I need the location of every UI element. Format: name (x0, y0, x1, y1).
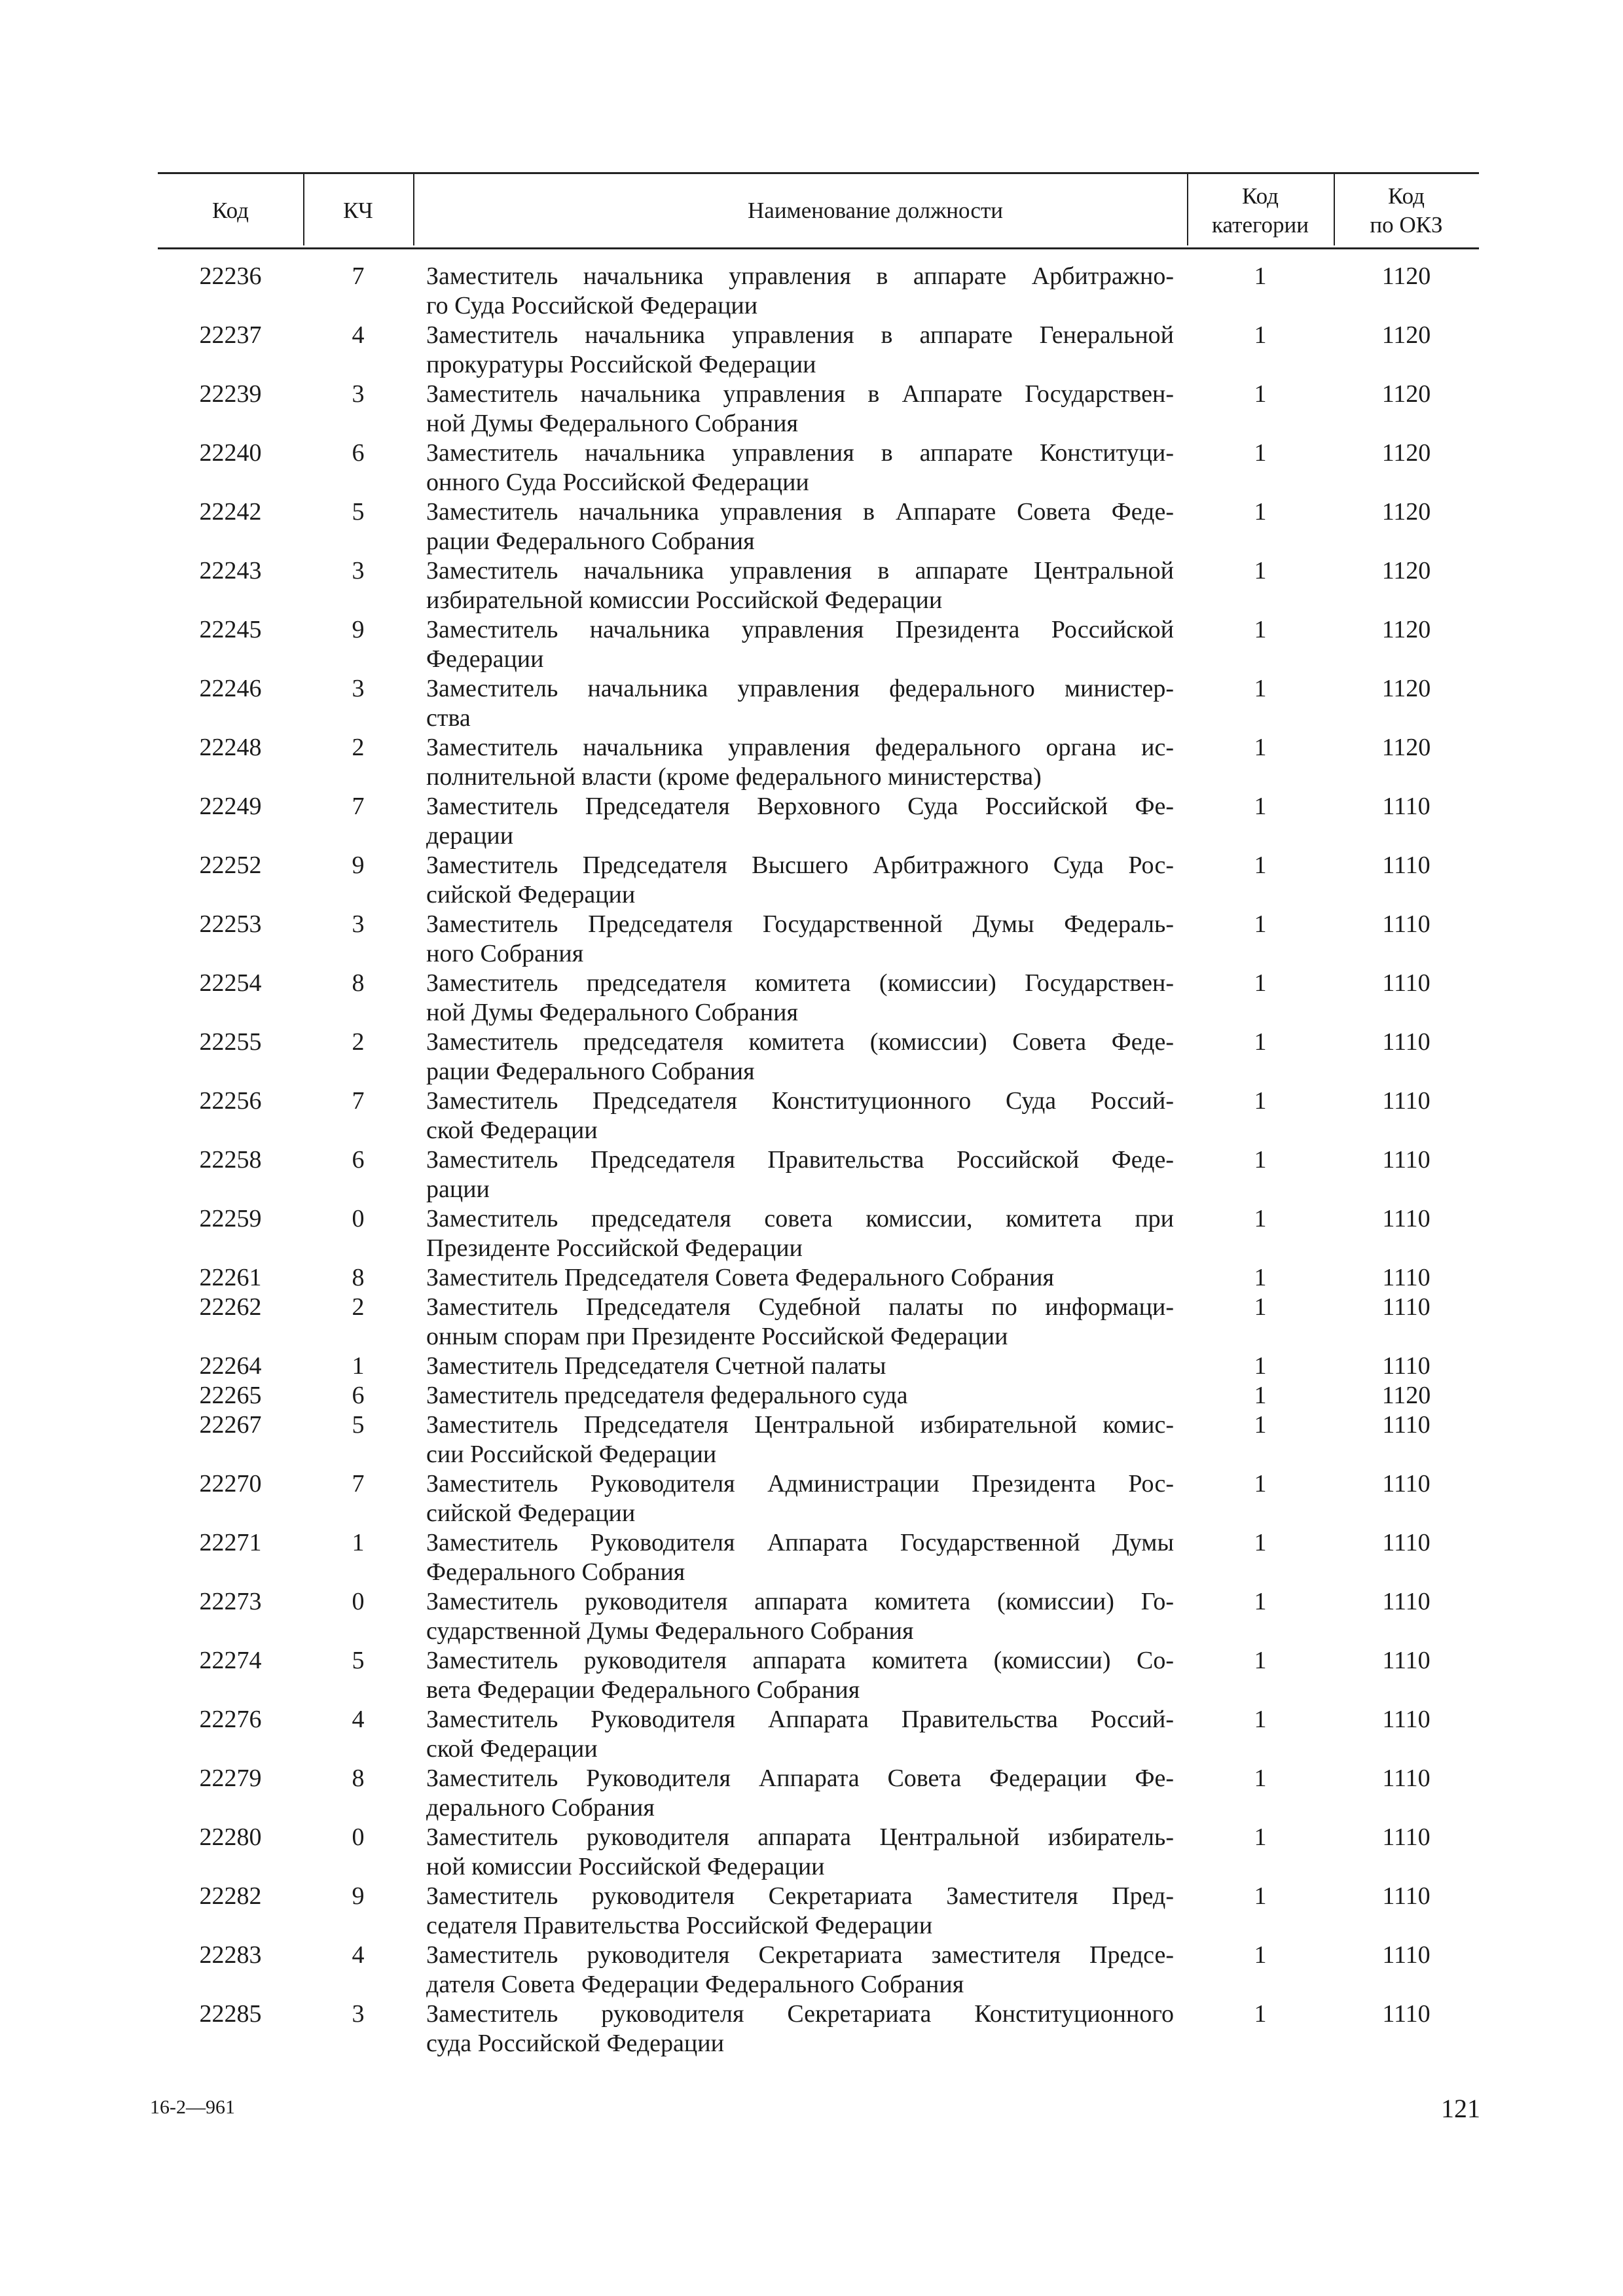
cell-okz: 1110 (1382, 1205, 1431, 1232)
cell-code: 22270 (199, 1470, 262, 1498)
cell-category: 1 (1254, 439, 1267, 467)
cell-name (426, 321, 1174, 380)
name-line: вета Федерации Федерального Собрания (426, 1676, 860, 1704)
cell-category: 1 (1254, 262, 1267, 290)
name-line: Заместитель начальника управления в Аппарате Совета Феде- (426, 498, 1174, 526)
cell-code: 22276 (199, 1706, 262, 1733)
name-line: Заместитель Председателя Счетной палаты (426, 1352, 886, 1380)
name-line: полнительной власти (кроме федерального министерства) (426, 763, 1042, 791)
cell-kch: 9 (352, 1882, 365, 1910)
cell-name (426, 910, 1174, 969)
name-line: Заместитель Председателя Центральной избирательной комис- (426, 1411, 1174, 1439)
name-line: сии Российской Федерации (426, 1441, 717, 1468)
cell-kch: 5 (352, 1411, 365, 1439)
cell-kch: 6 (352, 1146, 365, 1174)
cell-kch: 2 (352, 734, 365, 761)
cell-name (426, 1823, 1174, 1882)
name-line: Заместитель руководителя Секретариата Конституционного (426, 2000, 1174, 2028)
cell-category: 1 (1254, 793, 1267, 820)
cell-kch: 8 (352, 1765, 365, 1792)
cell-name (426, 1410, 1174, 1469)
cell-category: 1 (1254, 1205, 1267, 1232)
cell-code: 22245 (199, 616, 262, 643)
cell-okz: 1120 (1381, 439, 1431, 467)
cell-category: 1 (1254, 498, 1267, 526)
cell-code: 22282 (199, 1882, 262, 1910)
cell-name (426, 497, 1174, 556)
name-line: сийской Федерации (426, 1499, 636, 1527)
cell-name (426, 733, 1174, 792)
name-line: дателя Совета Федерации Федерального Собрания (426, 1971, 964, 1998)
cell-kch: 6 (352, 1382, 365, 1409)
cell-category: 1 (1254, 734, 1267, 761)
cell-code: 22239 (199, 380, 262, 408)
cell-code: 22280 (199, 1823, 262, 1851)
cell-category: 1 (1254, 1264, 1267, 1291)
cell-code: 22274 (199, 1647, 262, 1674)
cell-name (426, 1204, 1174, 1263)
cell-name (426, 851, 1174, 910)
cell-kch: 3 (352, 910, 365, 938)
cell-category: 1 (1254, 1706, 1267, 1733)
cell-okz: 1110 (1382, 1706, 1431, 1733)
cell-okz: 1110 (1382, 1647, 1431, 1674)
cell-kch: 4 (352, 1941, 365, 1969)
name-line: Заместитель руководителя аппарата комитета (комиссии) Го- (426, 1588, 1174, 1615)
cell-code: 22242 (199, 498, 262, 526)
cell-kch: 4 (352, 321, 365, 349)
name-line: Заместитель начальника управления в аппарате Конституци- (426, 439, 1174, 467)
cell-name (426, 674, 1174, 733)
name-line: Заместитель начальника управления в аппарате Арбитражно- (426, 262, 1174, 290)
cell-okz: 1110 (1382, 1470, 1431, 1498)
name-line: ства (426, 704, 471, 732)
name-line: Федерации (426, 645, 544, 673)
cell-kch: 5 (352, 1647, 365, 1674)
cell-code: 22255 (199, 1028, 262, 1056)
cell-name (426, 1882, 1174, 1941)
cell-code: 22271 (199, 1529, 262, 1556)
cell-okz: 1120 (1381, 321, 1431, 349)
cell-okz: 1110 (1382, 1941, 1431, 1969)
name-line: Заместитель руководителя Секретариата заместителя Предсе- (426, 1941, 1174, 1969)
name-line: Заместитель Председателя Совета Федерального Собрания (426, 1264, 1054, 1291)
cell-kch: 5 (352, 498, 365, 526)
cell-code: 22258 (199, 1146, 262, 1174)
cell-kch: 6 (352, 439, 365, 467)
name-line: онного Суда Российской Федерации (426, 469, 809, 496)
cell-name (426, 1941, 1174, 2000)
cell-kch: 7 (352, 1087, 365, 1115)
cell-kch: 2 (352, 1293, 365, 1321)
cell-code: 22265 (199, 1382, 262, 1409)
name-line: Заместитель председателя комитета (комиссии) Совета Феде- (426, 1028, 1174, 1056)
cell-okz: 1110 (1382, 1028, 1431, 1056)
name-line: Заместитель председателя совета комиссии, комитета при (426, 1205, 1174, 1232)
cell-code: 22261 (199, 1264, 262, 1291)
name-line: Заместитель руководителя Секретариата Заместителя Пред- (426, 1882, 1174, 1910)
name-line: Заместитель Председателя Государственной Думы Федераль- (426, 910, 1174, 938)
cell-name (426, 1646, 1174, 1705)
name-line: ной Думы Федерального Собрания (426, 999, 798, 1026)
column-rule (303, 172, 304, 245)
name-line: Заместитель председателя комитета (комиссии) Государствен- (426, 969, 1174, 997)
cell-name (426, 1587, 1174, 1646)
name-line: ного Собрания (426, 940, 584, 967)
cell-kch: 7 (352, 793, 365, 820)
name-line: Заместитель Председателя Высшего Арбитражного Суда Рос- (426, 852, 1174, 879)
name-line: избирательной комиссии Российской Федерации (426, 586, 943, 614)
cell-name (426, 1145, 1174, 1204)
cell-category: 1 (1254, 1411, 1267, 1439)
name-line: дерального Собрания (426, 1794, 655, 1821)
cell-code: 22283 (199, 1941, 262, 1969)
name-line: Заместитель начальника управления федерального органа ис- (426, 734, 1174, 761)
cell-name (426, 1293, 1174, 1352)
cell-name (426, 1705, 1174, 1764)
cell-code: 22264 (199, 1352, 262, 1380)
cell-code: 22267 (199, 1411, 262, 1439)
name-line: рации Федерального Собрания (426, 1058, 755, 1085)
cell-name (426, 1381, 1174, 1410)
cell-name (426, 1469, 1174, 1528)
cell-category: 1 (1254, 1470, 1267, 1498)
cell-okz: 1120 (1381, 498, 1431, 526)
cell-okz: 1110 (1382, 793, 1431, 820)
cell-kch: 1 (352, 1352, 365, 1380)
cell-okz: 1110 (1382, 1765, 1431, 1792)
cell-category: 1 (1254, 1382, 1267, 1409)
name-line: Заместитель Руководителя Аппарата Государственной Думы (426, 1529, 1174, 1556)
cell-name (426, 380, 1174, 439)
name-line: Заместитель начальника управления в Аппарате Государствен- (426, 380, 1174, 408)
cell-code: 22279 (199, 1765, 262, 1792)
cell-category: 1 (1254, 1087, 1267, 1115)
cell-code: 22254 (199, 969, 262, 997)
column-rule (413, 172, 414, 245)
cell-okz: 1110 (1382, 969, 1431, 997)
cell-category: 1 (1254, 1647, 1267, 1674)
cell-kch: 3 (352, 675, 365, 702)
name-line: Заместитель руководителя аппарата комитета (комиссии) Со- (426, 1647, 1174, 1674)
table-header (158, 172, 1479, 249)
page-number: 121 (1441, 2094, 1480, 2123)
cell-code: 22248 (199, 734, 262, 761)
cell-code: 22240 (199, 439, 262, 467)
cell-category: 1 (1254, 1028, 1267, 1056)
cell-kch: 4 (352, 1706, 365, 1733)
name-line: ской Федерации (426, 1117, 598, 1144)
name-line: го Суда Российской Федерации (426, 292, 758, 319)
cell-okz: 1110 (1382, 1823, 1431, 1851)
name-line: Заместитель начальника управления в аппарате Центральной (426, 557, 1174, 584)
cell-kch: 7 (352, 262, 365, 290)
cell-category: 1 (1254, 380, 1267, 408)
cell-okz: 1110 (1382, 1293, 1431, 1321)
header-name: Наименование должности (748, 198, 1003, 223)
cell-kch: 3 (352, 380, 365, 408)
header-kch: КЧ (343, 198, 373, 223)
cell-category: 1 (1254, 1823, 1267, 1851)
cell-category: 1 (1254, 2000, 1267, 2028)
cell-category: 1 (1254, 321, 1267, 349)
cell-code: 22285 (199, 2000, 262, 2028)
cell-kch: 7 (352, 1470, 365, 1498)
name-line: онным спорам при Президенте Российской Федерации (426, 1323, 1008, 1350)
cell-name (426, 1263, 1174, 1293)
cell-code: 22259 (199, 1205, 262, 1232)
cell-okz: 1120 (1381, 675, 1431, 702)
name-line: седателя Правительства Российской Федерации (426, 1912, 933, 1939)
cell-name (426, 1764, 1174, 1823)
cell-okz: 1120 (1381, 734, 1431, 761)
name-line: ской Федерации (426, 1735, 598, 1763)
cell-kch: 8 (352, 1264, 365, 1291)
name-line: сийской Федерации (426, 881, 636, 908)
cell-kch: 0 (352, 1588, 365, 1615)
cell-okz: 1110 (1382, 1588, 1431, 1615)
header-code: Код (212, 198, 249, 223)
cell-name (426, 615, 1174, 674)
cell-category: 1 (1254, 616, 1267, 643)
cell-code: 22252 (199, 852, 262, 879)
cell-okz: 1110 (1382, 1352, 1431, 1380)
cell-kch: 9 (352, 616, 365, 643)
cell-category: 1 (1254, 1293, 1267, 1321)
name-line: рации Федерального Собрания (426, 528, 755, 555)
name-line: Заместитель Председателя Конституционного Суда Россий- (426, 1087, 1174, 1115)
cell-name (426, 2000, 1174, 2058)
name-line: Заместитель начальника управления в аппарате Генеральной (426, 321, 1174, 349)
cell-okz: 1110 (1382, 1264, 1431, 1291)
name-line: Заместитель начальника управления Президента Российской (426, 616, 1174, 643)
name-line: Заместитель Председателя Судебной палаты по информаци- (426, 1293, 1174, 1321)
name-line: Федерального Собрания (426, 1558, 685, 1586)
cell-kch: 8 (352, 969, 365, 997)
cell-kch: 3 (352, 2000, 365, 2028)
cell-name (426, 792, 1174, 851)
cell-okz: 1110 (1382, 1411, 1431, 1439)
cell-code: 22256 (199, 1087, 262, 1115)
print-code: 16-2—961 (150, 2096, 235, 2118)
cell-category: 1 (1254, 1882, 1267, 1910)
name-line: ной комиссии Российской Федерации (426, 1853, 825, 1880)
name-line: Заместитель начальника управления федерального министер- (426, 675, 1174, 702)
cell-okz: 1110 (1382, 1087, 1431, 1115)
cell-okz: 1120 (1381, 616, 1431, 643)
cell-kch: 1 (352, 1529, 365, 1556)
cell-code: 22253 (199, 910, 262, 938)
name-line: Заместитель руководителя аппарата Центральной избиратель- (426, 1823, 1174, 1851)
cell-kch: 3 (352, 557, 365, 584)
cell-code: 22243 (199, 557, 262, 584)
cell-category: 1 (1254, 1765, 1267, 1792)
header-okz: Код по ОКЗ (1370, 183, 1443, 238)
name-line: сударственной Думы Федерального Собрания (426, 1617, 914, 1645)
cell-okz: 1120 (1381, 557, 1431, 584)
cell-okz: 1110 (1382, 1529, 1431, 1556)
cell-okz: 1110 (1382, 852, 1431, 879)
column-rule (1187, 172, 1188, 245)
cell-category: 1 (1254, 1588, 1267, 1615)
name-line: суда Российской Федерации (426, 2030, 724, 2057)
cell-name (426, 556, 1174, 615)
cell-category: 1 (1254, 910, 1267, 938)
cell-category: 1 (1254, 1529, 1267, 1556)
cell-code: 22249 (199, 793, 262, 820)
name-line: Заместитель Руководителя Администрации Президента Рос- (426, 1470, 1174, 1498)
cell-okz: 1120 (1381, 1382, 1431, 1409)
cell-code: 22262 (199, 1293, 262, 1321)
cell-name (426, 1528, 1174, 1587)
cell-name (426, 969, 1174, 1028)
cell-kch: 0 (352, 1823, 365, 1851)
name-line: Заместитель Руководителя Аппарата Правительства Россий- (426, 1706, 1174, 1733)
name-line: Заместитель Руководителя Аппарата Совета Федерации Фе- (426, 1765, 1174, 1792)
cell-okz: 1120 (1381, 262, 1431, 290)
cell-okz: 1120 (1381, 380, 1431, 408)
name-line: прокуратуры Российской Федерации (426, 351, 816, 378)
header-category: Код категории (1212, 183, 1309, 238)
name-line: Заместитель Председателя Правительства Российской Феде- (426, 1146, 1174, 1174)
cell-category: 1 (1254, 1352, 1267, 1380)
column-rule (1334, 172, 1335, 245)
cell-code: 22236 (199, 262, 262, 290)
cell-okz: 1110 (1382, 1882, 1431, 1910)
name-line: рации (426, 1175, 490, 1203)
cell-kch: 2 (352, 1028, 365, 1056)
cell-name (426, 439, 1174, 497)
cell-name (426, 262, 1174, 321)
cell-category: 1 (1254, 675, 1267, 702)
cell-okz: 1110 (1382, 1146, 1431, 1174)
cell-kch: 9 (352, 852, 365, 879)
name-line: Президенте Российской Федерации (426, 1234, 803, 1262)
cell-code: 22246 (199, 675, 262, 702)
cell-category: 1 (1254, 557, 1267, 584)
name-line: Заместитель председателя федерального суда (426, 1382, 908, 1409)
cell-category: 1 (1254, 969, 1267, 997)
cell-category: 1 (1254, 1941, 1267, 1969)
cell-code: 22273 (199, 1588, 262, 1615)
cell-code: 22237 (199, 321, 262, 349)
name-line: Заместитель Председателя Верховного Суда Российской Фе- (426, 793, 1174, 820)
cell-okz: 1110 (1382, 910, 1431, 938)
cell-category: 1 (1254, 1146, 1267, 1174)
name-line: ной Думы Федерального Собрания (426, 410, 798, 437)
cell-name (426, 1028, 1174, 1086)
cell-name (426, 1086, 1174, 1145)
name-line: дерации (426, 822, 514, 850)
cell-kch: 0 (352, 1205, 365, 1232)
cell-category: 1 (1254, 852, 1267, 879)
cell-okz: 1110 (1382, 2000, 1431, 2028)
cell-name (426, 1352, 1174, 1381)
